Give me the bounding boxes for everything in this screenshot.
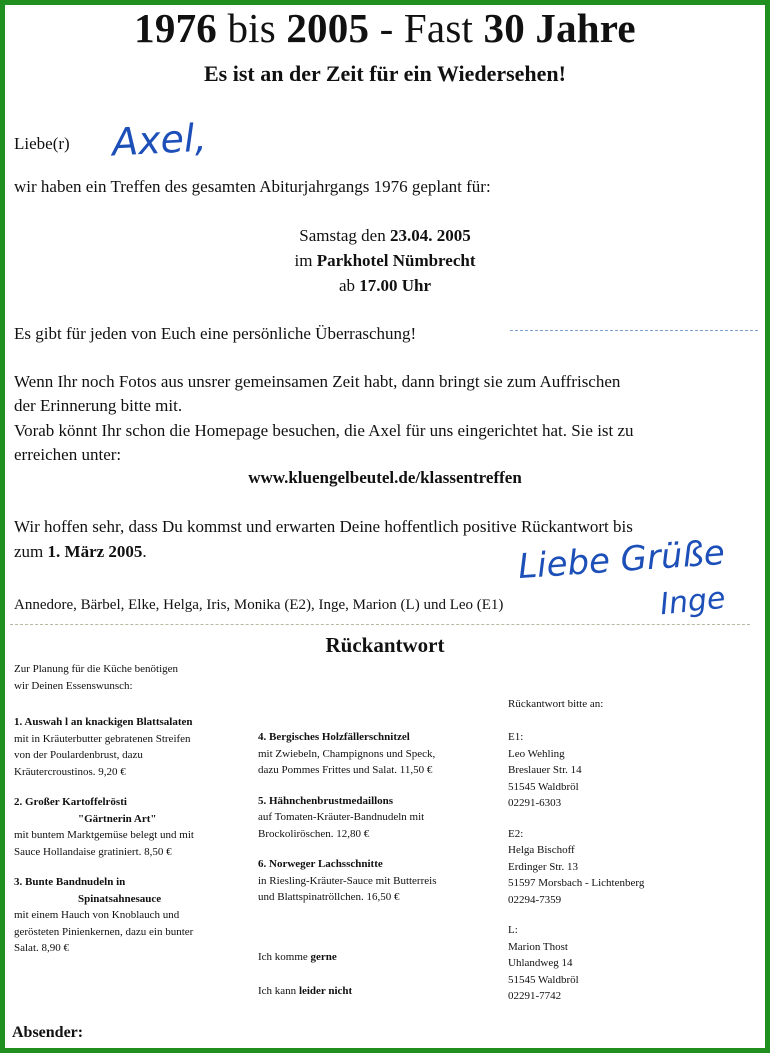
photos-text-line1: Wenn Ihr noch Fotos aus unsrer gemeinsamen Zeit habt, dann bringt sie zum Auffrischen xyxy=(14,372,621,391)
hope-text-line2: zum 1. März 2005. xyxy=(14,542,147,561)
homepage-text-line1: Vorab könnt Ihr schon die Homepage besuchen, die Axel für uns eingerichtet hat. Sie ist zu xyxy=(14,421,634,440)
menu-item[interactable]: 3. Bunte Bandnudeln in Spinatsahnesauce mit einem Hauch von Knoblauch und gerösteten Pinienkernen, dazu ein bunter Salat. 8,90 € xyxy=(14,876,194,954)
reply-intro: Zur Planung für die Küche benötigen wir Deinen Essenswunsch: xyxy=(14,663,179,692)
handwritten-signature: Inge xyxy=(658,580,728,623)
reply-title: Rückantwort xyxy=(325,633,445,657)
event-place: im Parkhotel Nümbrecht xyxy=(294,251,476,270)
contact-card: E1: Leo Wehling Breslauer Str. 14 51545 Waldbröl 02291-6303 xyxy=(508,731,582,809)
menu-item[interactable]: 5. Hähnchenbrustmedaillons auf Tomaten-Kräuter-Bandnudeln mit Brockoliröschen. 12,80 € xyxy=(258,794,425,840)
menu-item[interactable]: 4. Bergisches Holzfällerschnitzel mit Zwiebeln, Champignons und Speck, dazu Pommes Frittes und Salat. 11,50 € xyxy=(258,731,436,776)
signers-list: Annedore, Bärbel, Elke, Helga, Iris, Monika (E2), Inge, Marion (L) und Leo (E1) xyxy=(14,597,504,613)
menu-item[interactable]: 6. Norweger Lachsschnitte in Riesling-Kräuter-Sauce mit Butterreis und Blattspinatröllchen. 16,50 € xyxy=(258,858,437,903)
event-time: ab 17.00 Uhr xyxy=(338,276,432,295)
send-to-label: Rückantwort bitte an: xyxy=(508,698,604,710)
sender-label: Absender: xyxy=(12,1024,84,1041)
menu-item[interactable]: 2. Großer Kartoffelrösti "Gärtnerin Art" mit buntem Marktgemüse belegt und mit Sauce Hollandaise gratiniert. 8,50 € xyxy=(14,796,194,858)
event-date: Samstag den 23.04. 2005 xyxy=(299,226,471,245)
hope-text-line1: Wir hoffen sehr, dass Du kommst und erwarten Deine hoffentlich positive Rückantwort bis xyxy=(14,517,633,536)
attend-yes-option[interactable]: Ich komme gerne xyxy=(258,951,337,963)
contacts-column xyxy=(508,729,644,1005)
invitation-intro: wir haben ein Treffen des gesamten Abiturjahrgangs 1976 geplant für: xyxy=(14,177,491,196)
contact-card: E2: Helga Bischoff Erdinger Str. 13 51597 Morsbach - Lichtenberg 02294-7359 xyxy=(508,827,645,906)
page-title: 1976 bis 2005 - Fast 30 Jahre xyxy=(134,5,636,51)
contact-card: L: Marion Thost Uhlandweg 14 51545 Waldbröl 02291-7742 xyxy=(508,924,579,1002)
attend-no-option[interactable]: Ich kann leider nicht xyxy=(258,985,353,997)
menu-column-middle xyxy=(258,729,436,906)
surprise-text: Es gibt für jeden von Euch eine persönliche Überraschung! xyxy=(14,324,417,343)
menu-item[interactable]: 1. Auswah l an knackigen Blattsalaten mit in Kräuterbutter gebratenen Streifen von der Poulardenbrust, dazu Kräutercroustinos. 9,20 € xyxy=(14,716,193,778)
divider-dash xyxy=(510,330,758,331)
salutation: Liebe(r) xyxy=(14,134,70,153)
photos-text-line2: der Erinnerung bitte mit. xyxy=(14,396,183,415)
page-subtitle: Es ist an der Zeit für ein Wiedersehen! xyxy=(204,61,566,86)
homepage-url[interactable]: www.kluengelbeutel.de/klassentreffen xyxy=(248,468,522,487)
homepage-text-line2: erreichen unter: xyxy=(14,445,122,464)
menu-column-left xyxy=(14,714,194,957)
handwritten-regards: Liebe Grüße xyxy=(516,532,726,588)
handwritten-name: Axel, xyxy=(110,115,208,165)
cut-line xyxy=(10,624,750,625)
